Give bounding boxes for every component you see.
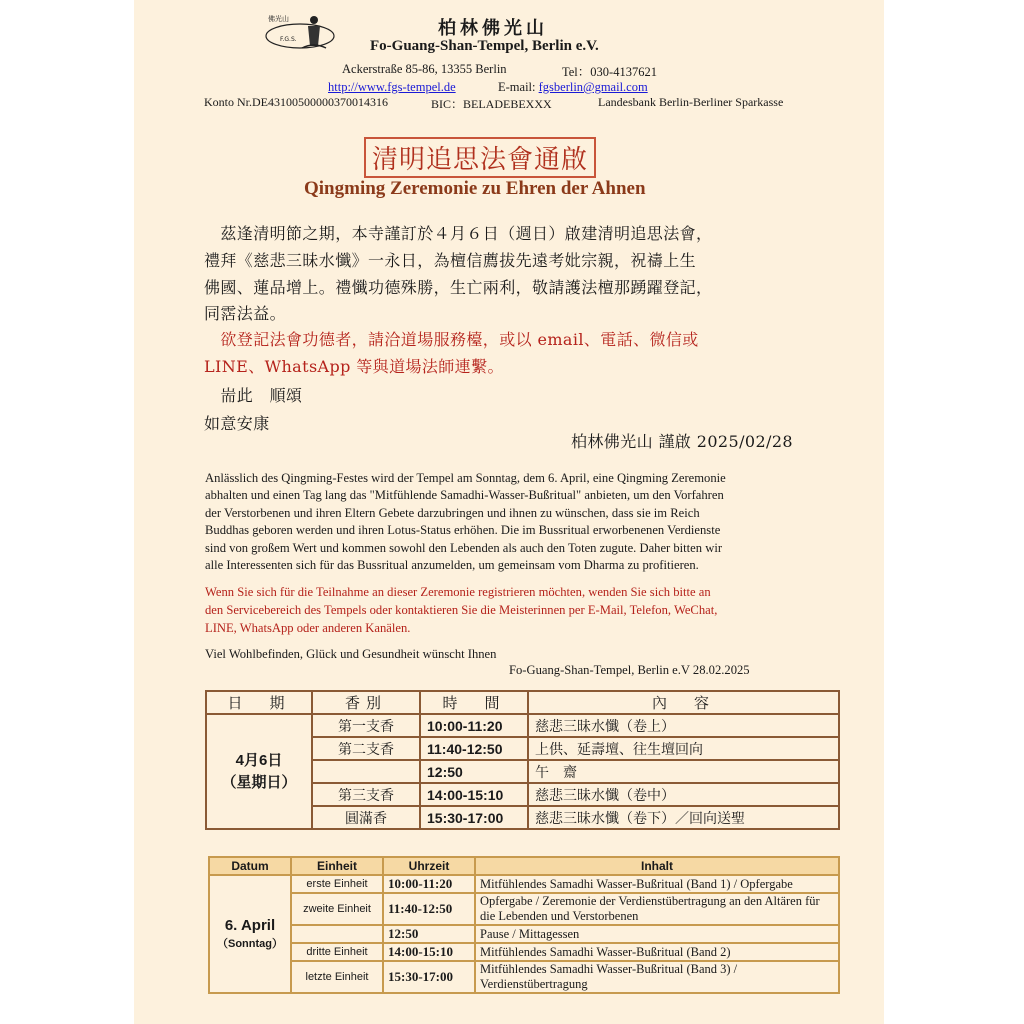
body-zh-red-line: 欲登記法會功德者，請洽道場服務檯，或以 email、電話、微信或 bbox=[204, 330, 699, 349]
title-de: Qingming Zeremonie zu Ehren der Ahnen bbox=[304, 178, 646, 199]
weekday: （Sonntag） bbox=[217, 938, 283, 950]
weekday: （星期日） bbox=[221, 773, 297, 791]
body-zh-line: 禮拜《慈悲三昧水懺》一永日，為檀信薦拔先遠考妣宗親，祝禱上生 bbox=[204, 251, 697, 270]
closing-de: Viel Wohlbefinden, Glück und Gesundheit wünscht Ihnen bbox=[205, 647, 497, 661]
session-cell: 圓滿香 bbox=[312, 806, 420, 829]
time-cell: 12:50 bbox=[420, 760, 528, 783]
signature-de: Fo-Guang-Shan-Tempel, Berlin e.V 28.02.2025 bbox=[509, 663, 750, 677]
table-row bbox=[206, 714, 839, 737]
session-cell: erste Einheit bbox=[291, 875, 383, 893]
temple-name-de: Fo-Guang-Shan-Tempel, Berlin e.V. bbox=[370, 38, 599, 54]
content-cell: 午 齋 bbox=[528, 760, 839, 783]
session-cell: 第一支香 bbox=[312, 714, 420, 737]
email-link[interactable]: fgsberlin@gmail.com bbox=[538, 80, 648, 94]
header-time: Uhrzeit bbox=[383, 857, 475, 875]
svg-text:F.G.S.: F.G.S. bbox=[280, 36, 297, 43]
session-cell: zweite Einheit bbox=[291, 893, 383, 925]
session-cell: letzte Einheit bbox=[291, 961, 383, 993]
content-cell: 慈悲三昧水懺（卷下）／回向送聖 bbox=[528, 806, 839, 829]
date-cell bbox=[206, 714, 312, 829]
signature-zh: 柏林佛光山 謹啟 2025/02/28 bbox=[571, 432, 793, 451]
table-row bbox=[209, 893, 839, 925]
body-zh-line: 茲逢清明節之期，本寺謹訂於４月６日（週日）啟建清明追思法會， bbox=[204, 224, 713, 243]
body-zh-line: 佛國、蓮品增上。禮懺功德殊勝，生亡兩利，敬請護法檀那踴躍登記， bbox=[204, 278, 713, 297]
session-cell bbox=[291, 925, 383, 943]
table-row bbox=[209, 875, 839, 893]
body-de-line: Buddhas geboren werden und ihren Lotus-Status erhöhen. Die im Bussritual erworbenenen Verdienste bbox=[205, 523, 721, 537]
content-cell: 慈悲三昧水懺（卷上） bbox=[528, 714, 839, 737]
header-content: Inhalt bbox=[475, 857, 839, 875]
session-cell bbox=[312, 760, 420, 783]
content-cell: 上供、延壽壇、往生壇回向 bbox=[528, 737, 839, 760]
time-cell: 11:40-12:50 bbox=[420, 737, 528, 760]
date: 6. April bbox=[224, 917, 276, 934]
table-row bbox=[209, 925, 839, 943]
closing-zh: 耑此 順頌 bbox=[204, 386, 303, 405]
table-row bbox=[209, 943, 839, 961]
session-cell: 第二支香 bbox=[312, 737, 420, 760]
body-zh-red-line: LINE、WhatsApp 等與道場法師連繫。 bbox=[204, 357, 504, 376]
content-cell: Mitfühlendes Samadhi Wasser-Bußritual (Band 3) / Verdienstübertragung bbox=[475, 961, 839, 993]
time-cell: 14:00-15:10 bbox=[420, 783, 528, 806]
time-cell: 12:50 bbox=[383, 925, 475, 943]
body-de-red-line: Wenn Sie sich für die Teilnahme an dieser Zeremonie registrieren möchten, wenden Sie sich bitte an bbox=[205, 585, 711, 599]
schedule-table-de bbox=[208, 856, 840, 994]
content-cell: Opfergabe / Zeremonie der Verdienstübertragung an den Altären für die Lebenden und Verstorbenen bbox=[475, 893, 839, 925]
content-cell: Mitfühlendes Samadhi Wasser-Bußritual (Band 2) bbox=[475, 943, 839, 961]
time-cell: 15:30-17:00 bbox=[383, 961, 475, 993]
body-de-red-line: LINE, WhatsApp oder anderen Kanälen. bbox=[205, 621, 411, 635]
time-cell: 14:00-15:10 bbox=[383, 943, 475, 961]
session-cell: 第三支香 bbox=[312, 783, 420, 806]
body-de-line: abhalten und einen Tag lang das "Mitfühlende Samadhi-Wasser-Bußritual" anbieten, um den Vorfahren bbox=[205, 488, 724, 502]
bank-name: Landesbank Berlin-Berliner Sparkasse bbox=[598, 95, 784, 109]
address: Ackerstraße 85-86, 13355 Berlin bbox=[342, 62, 507, 76]
table-row bbox=[209, 961, 839, 993]
time-cell: 15:30-17:00 bbox=[420, 806, 528, 829]
body-de-line: Anlässlich des Qingming-Festes wird der Tempel am Sonntag, dem 6. April, eine Qingming Zeremonie bbox=[205, 471, 726, 485]
header-session: Einheit bbox=[291, 857, 383, 875]
time-cell: 10:00-11:20 bbox=[383, 875, 475, 893]
content-cell: Mitfühlendes Samadhi Wasser-Bußritual (Band 1) / Opfergabe bbox=[475, 875, 839, 893]
website-link[interactable]: http://www.fgs-tempel.de bbox=[328, 80, 456, 94]
content-cell: 慈悲三昧水懺（卷中） bbox=[528, 783, 839, 806]
date-cell bbox=[209, 875, 291, 993]
header-time: 時 間 bbox=[420, 691, 528, 714]
header-date: 日 期 bbox=[206, 691, 312, 714]
time-cell: 10:00-11:20 bbox=[420, 714, 528, 737]
email-label: E-mail: bbox=[498, 80, 539, 94]
body-de-line: sind von großem Wert und kommen sowohl den Lebenden als auch den Toten zugute. Daher bitten wir bbox=[205, 541, 723, 555]
body-de-line: alle Interessenten sich für das Bussritual anzumelden, um gemeinsam vom Dharma zu profitieren. bbox=[205, 558, 699, 572]
title-zh: 清明追思法會通啟 bbox=[364, 137, 596, 178]
email-line bbox=[498, 80, 648, 95]
header-session: 香別 bbox=[312, 691, 420, 714]
body-zh-line: 同霑法益。 bbox=[204, 304, 287, 323]
fgs-logo-icon bbox=[262, 8, 342, 56]
telephone: Tel：030-4137621 bbox=[562, 65, 657, 79]
bic-code: BIC：BELADEBEXXX bbox=[431, 97, 552, 111]
bank-account: Konto Nr.DE43100500000370014316 bbox=[204, 95, 388, 109]
closing-zh-2: 如意安康 bbox=[204, 414, 270, 433]
schedule-table-zh bbox=[205, 690, 840, 830]
date: 4月6日 bbox=[235, 751, 283, 769]
header-date: Datum bbox=[209, 857, 291, 875]
time-cell: 11:40-12:50 bbox=[383, 893, 475, 925]
body-de-red-line: den Servicebereich des Tempels oder kontaktieren Sie die Meisterinnen per E-Mail, Telefon, WeChat, bbox=[205, 603, 718, 617]
table-header-row bbox=[206, 691, 839, 714]
content-cell: Pause / Mittagessen bbox=[475, 925, 839, 943]
table-header-row bbox=[209, 857, 839, 875]
svg-text:佛光山: 佛光山 bbox=[268, 15, 289, 23]
session-cell: dritte Einheit bbox=[291, 943, 383, 961]
header-content: 內 容 bbox=[528, 691, 839, 714]
body-de-line: der Verstorbenen und ihren Eltern Gebete darzubringen und ihnen zu wünschen, dass sie im Reich bbox=[205, 506, 700, 520]
temple-name-zh: 柏林佛光山 bbox=[438, 18, 548, 39]
